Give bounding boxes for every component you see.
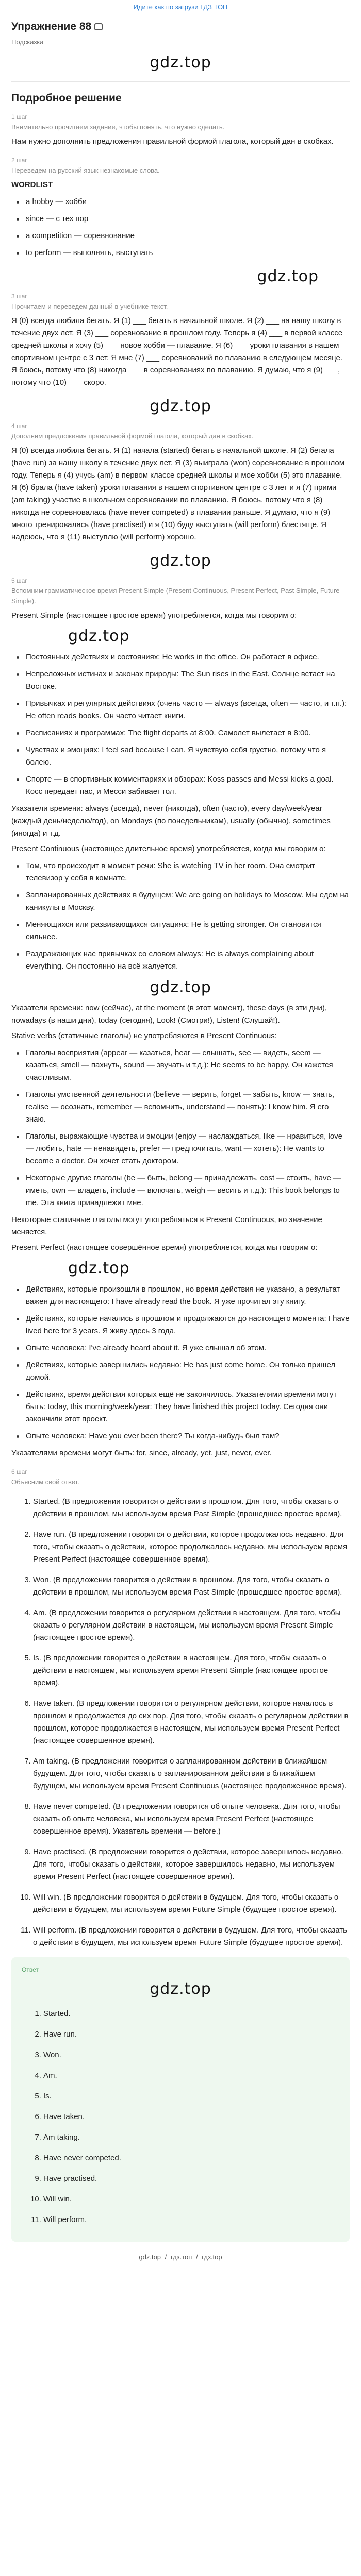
step-paragraph: Я (0) всегда любила бегать. Я (1) начала (started) бегать в начальной школе. Я (2) бегала (have run) за нашу школу в течение двух лет. Я (3) выиграла (won) соревнование в прошлом году. Теперь я (4) учусь (am) в первом классе средней школы и мое хобби (5) это плавание. Я (6) брала (have taken) уроки плавания в нашем спортивном центре с 3 лет и я (7) прими (am taking) участие в школьном соревновании по плаванию. Я боюсь, потому что я (8) никогда не соревновалась (have never competed) в плавании раньше. Я думаю, что я (9) много тренировалась (have practised) и я (10) буду выступать (will perform) блестяще. Я надеюсь, что я (11) выступлю (will perform) хорошо. [11, 446, 345, 541]
list-item: Постоянных действиях и состояниях: He works in the office. Он работает в офисе. [11, 651, 350, 664]
step-label: 2 шаг [11, 157, 27, 164]
watermark: gdz.top [150, 978, 211, 996]
list-item: 1. Started. [43, 2008, 339, 2020]
present-simple-markers: Указатели времени: always (всегда), never (никогда), often (часто), every day/week/year (каждый день/неделю/год), on Mondays (по понедельникам), usually (обычно), sometimes (иногда) и т.д. [11, 804, 331, 838]
step-paragraph: Я (0) всегда любила бегать. Я (1) ___ бегать в начальной школе. Я (2) ___ на нашу школу в течение двух лет. Я (3) ___ соревнование в прошлом году. Теперь я (4) ___ в первой классе средней школы и хочу (5) ___ новое хобби — плавание. Я (6) ___ уроки плавания в нашем спортивном центре с 3 лет. Я мне (7) ___ соревнований по плаванию в следующем месяце. Я боюсь, потому что (8) никогда ___ в соревнованиях по плаванию. Я думаю, что я (9) ___, потому что (10) ___ скоро. [11, 316, 343, 387]
list-item: 1. Started. (В предложении говорится о действии в прошлом. Для того, чтобы сказать о действии в прошлом, мы используем время Past Simple (прошедшее простое время). [33, 1496, 350, 1520]
list-item: 8. Have never competed. (В предложении говорится об опыте человека. Для того, чтобы сказать об опыте человека, мы используем время Present Perfect (настоящее совершенное время). Указатель времени — before.) [33, 1801, 350, 1838]
stative-verbs-list [11, 1047, 350, 1209]
list-item: 7. Am taking. [43, 2131, 339, 2144]
list-item: 4. Am. (В предложении говорится о регулярном действии в настоящем. Для того, чтобы сказать о регулярном действии в настоящем, мы используем время Present Simple (настоящее простое время). [33, 1607, 350, 1644]
stative-verbs-intro: Stative verbs (статичные глаголы) не употребляются в Present Continuous: [11, 1031, 277, 1040]
list-item: 3. Won. (В предложении говорится о действии в прошлом. Для того, чтобы сказать о действии в прошлом, мы используем время Past Simple (прошедшее простое время). [33, 1574, 350, 1599]
watermark: gdz.top [68, 1259, 130, 1277]
list-item: 6. Have taken. [43, 2111, 339, 2123]
step-label: 1 шаг [11, 113, 27, 121]
list-item: Запланированных действиях в будущем: We are going on holidays to Moscow. Мы едем на каникулы в Москву. [11, 889, 350, 914]
list-item: Непреложных истинах и законах природы: The Sun rises in the East. Солнце встает на Востоке. [11, 668, 350, 693]
list-item: Глаголы умственной деятельности (believe — верить, forget — забыть, know — знать, realise — осознать, remember — вспомнить, understand — понять): I know him. Я его знаю. [11, 1089, 350, 1126]
page-title-text: Упражнение 88 [11, 21, 92, 32]
list-item: Чувствах и эмоциях: I feel sad because I can. Я чувствую себя грустно, потому что я болею. [11, 744, 350, 769]
step-instruction: Переведем на русский язык незнакомые слова. [11, 166, 160, 174]
list-item: Меняющихся или развивающихся ситуациях: He is getting stronger. Он становится сильнее. [11, 919, 350, 943]
list-item: Опыте человека: I've already heard about it. Я уже слышал об этом. [11, 1342, 350, 1354]
list-item: 4. Am. [43, 2070, 339, 2082]
step-6 [11, 1467, 350, 1949]
list-item: Действиях, которые завершились недавно: He has just come home. Он только пришел домой. [11, 1359, 350, 1384]
list-item: 7. Am taking. (В предложении говорится о запланированном действии в ближайшем будущем. Для того, чтобы сказать о запланированном действии в ближайшем будущем, мы используем время Present Continuous (настоящее продолженное время). [33, 1755, 350, 1792]
solution-title: Подробное решение [11, 92, 122, 104]
footer-separator: / [195, 2253, 198, 2261]
present-perfect-list [11, 1283, 350, 1443]
step-label: 4 шаг [11, 422, 27, 430]
list-item: Привычках и регулярных действиях (очень часто — always (всегда, often — часто, и т.п.): He often reads books. Он часто читает книги. [11, 698, 350, 722]
list-item: Расписаниях и программах: The flight departs at 8:00. Самолет вылетает в 8:00. [11, 727, 350, 739]
step-instruction: Дополним предложения правильной формой глагола, который дан в скобках. [11, 432, 254, 440]
answer-box [11, 1957, 350, 2242]
wordlist [11, 196, 350, 259]
list-item: Действиях, время действия которых ещё не закончилось. Указателями времени могут быть: today, this morning/week/year: They have finished this project today. Сегодня они закончили этот проект. [11, 1388, 350, 1426]
list-item: to perform — выполнять, выступать [11, 247, 350, 259]
step-4 [11, 421, 350, 544]
footer-link[interactable]: гдз.top [202, 2253, 222, 2261]
footer-links [11, 2251, 350, 2263]
list-item: 8. Have never competed. [43, 2152, 339, 2164]
footer-link[interactable]: gdz.top [139, 2253, 161, 2261]
answer-label: Ответ [22, 1966, 39, 1973]
step-label: 6 шаг [11, 1468, 27, 1476]
list-item: a competition — соревнование [11, 230, 350, 242]
present-simple-intro: Present Simple (настоящее простое время) употребляется, когда мы говорим о: [11, 611, 297, 620]
stative-verbs-note: Некоторые статичные глаголы могут употребляться в Present Continuous, но значение меняется. [11, 1215, 322, 1236]
list-item: since — с тех пор [11, 213, 350, 225]
list-item: 3. Won. [43, 2049, 339, 2061]
hint-link[interactable]: Подсказка [11, 38, 44, 46]
watermark: gdz.top [150, 54, 211, 72]
step-3 [11, 291, 350, 389]
answer-list [22, 2008, 339, 2226]
present-continuous-list [11, 860, 350, 973]
step-label: 5 шаг [11, 577, 27, 584]
watermark: gdz.top [150, 397, 211, 415]
list-item: 6. Have taken. (В предложении говорится о регулярном действии, которое началось в прошлом и продолжается до сих пор. Для того, чтобы сказать о регулярном действии в прошлом, которое продолжается в настоящем, мы используем время Present Perfect (настоящее совершенное время). [33, 1698, 350, 1747]
list-item: 9. Have practised. [43, 2173, 339, 2185]
step-instruction: Прочитаем и переведем данный в учебнике текст. [11, 302, 168, 310]
promo-link[interactable]: Идите как по загрузи ГДЗ ТОП [133, 3, 228, 11]
present-continuous-intro: Present Continuous (настоящее длительное время) употребляется, когда мы говорим о: [11, 844, 326, 853]
step-instruction: Объясним свой ответ. [11, 1478, 79, 1486]
list-item: Опыте человека: Have you ever been there? Ты когда-нибудь был там? [11, 1430, 350, 1443]
list-item: Действиях, которые произошли в прошлом, но время действия не указано, а результат важен для настоящего: I have already read the book. Я уже прочитал эту книгу. [11, 1283, 350, 1308]
list-item: 2. Have run. [43, 2028, 339, 2041]
watermark: gdz.top [150, 1980, 211, 1998]
watermark: gdz.top [150, 552, 211, 570]
explanations-list [11, 1496, 350, 1949]
step-instruction: Вспомним грамматическое время Present Simple (Present Continuous, Present Perfect, Past Simple, Future Simple). [11, 587, 340, 605]
list-item: Спорте — в спортивных комментариях и обзорах: Koss passes and Messi kicks a goal. Косс передает пас, и Месси забивает гол. [11, 773, 350, 798]
bookmark-icon[interactable] [94, 23, 103, 30]
list-item: 10. Will win. [43, 2193, 339, 2206]
step-paragraph: Нам нужно дополнить предложения правильной формой глагола, который дан в скобках. [11, 137, 334, 146]
step-label: 3 шаг [11, 293, 27, 300]
present-perfect-intro: Present Perfect (настоящее совершённое время) употребляется, когда мы говорим о: [11, 1243, 318, 1252]
divider [11, 81, 350, 82]
step-1 [11, 112, 350, 148]
footer-link[interactable]: гдз.топ [170, 2253, 192, 2261]
present-simple-list [11, 651, 350, 798]
page-title [11, 20, 350, 34]
footer-separator: / [165, 2253, 167, 2261]
list-item: 9. Have practised. (В предложении говорится о действии, которое завершилось недавно. Для того, чтобы сказать о действии, которое завершилось недавно, мы используем время Present Perfect (настоящее совершенное время). [33, 1846, 350, 1883]
list-item: Том, что происходит в момент речи: She is watching TV in her room. Она смотрит телевизор у себя в комнате. [11, 860, 350, 885]
step-2 [11, 155, 350, 259]
list-item: 5. Is. [43, 2090, 339, 2103]
list-item: 2. Have run. (В предложении говорится о действии, которое продолжалось недавно. Для того, чтобы сказать о действии, которое продолжалось недавно, мы используем время Present Perfect (настоящее совершенное время). [33, 1529, 350, 1566]
list-item: Некоторые другие глаголы (be — быть, belong — принадлежать, cost — стоить, have — иметь, own — владеть, include — включать, weigh — весить и т.д.): This book belongs to me. Эта книга принадлежит мне. [11, 1172, 350, 1209]
present-perfect-markers: Указателями времени могут быть: for, since, already, yet, just, never, ever. [11, 1449, 272, 1458]
list-item: 11. Will perform. [43, 2214, 339, 2226]
list-item: Раздражающих нас привычках со словом always: He is always complaining about everything. Он постоянно на всё жалуется. [11, 948, 350, 973]
list-item: 10. Will win. (В предложении говорится о действии в будущем. Для того, чтобы сказать о действии в будущем, мы используем время Future Simple (будущее простое время). [33, 1891, 350, 1916]
present-continuous-markers: Указатели времени: now (сейчас), at the moment (в этот момент), these days (в эти дни), nowadays (в наши дни), today (сегодня), Look! (Смотри!), Listen! (Слушай!). [11, 1004, 327, 1025]
step-5 [11, 575, 350, 1460]
watermark: gdz.top [257, 267, 319, 285]
list-item: Глаголы, выражающие чувства и эмоции (enjoy — наслаждаться, like — нравиться, love — любить, hate — ненавидеть, prefer — предпочитать, want — хотеть): He wants to become a doctor. Он хочет стать доктором. [11, 1130, 350, 1167]
list-item: a hobby — хобби [11, 196, 350, 208]
list-item: Глаголы восприятия (appear — казаться, hear — слышать, see — видеть, seem — казаться, smell — пахнуть, sound — звучать и т.д.): He seems to be happy. Он кажется счастливым. [11, 1047, 350, 1084]
step-instruction: Внимательно прочитаем задание, чтобы понять, что нужно сделать. [11, 123, 225, 131]
list-item: Действиях, которые начались в прошлом и продолжаются до настоящего момента: I have lived here for 3 years. Я живу здесь 3 года. [11, 1313, 350, 1337]
watermark: gdz.top [68, 627, 130, 645]
list-item: 5. Is. (В предложении говорится о действии в настоящем. Для того, чтобы сказать о действии в настоящем, мы используем время Present Simple (настоящее простое время). [33, 1652, 350, 1689]
list-item: 11. Will perform. (В предложении говорится о действии в будущем. Для того, чтобы сказать о действии в будущем, мы используем время Future Simple (будущее простое время). [33, 1924, 350, 1949]
wordlist-heading: WORDLIST [11, 180, 53, 189]
